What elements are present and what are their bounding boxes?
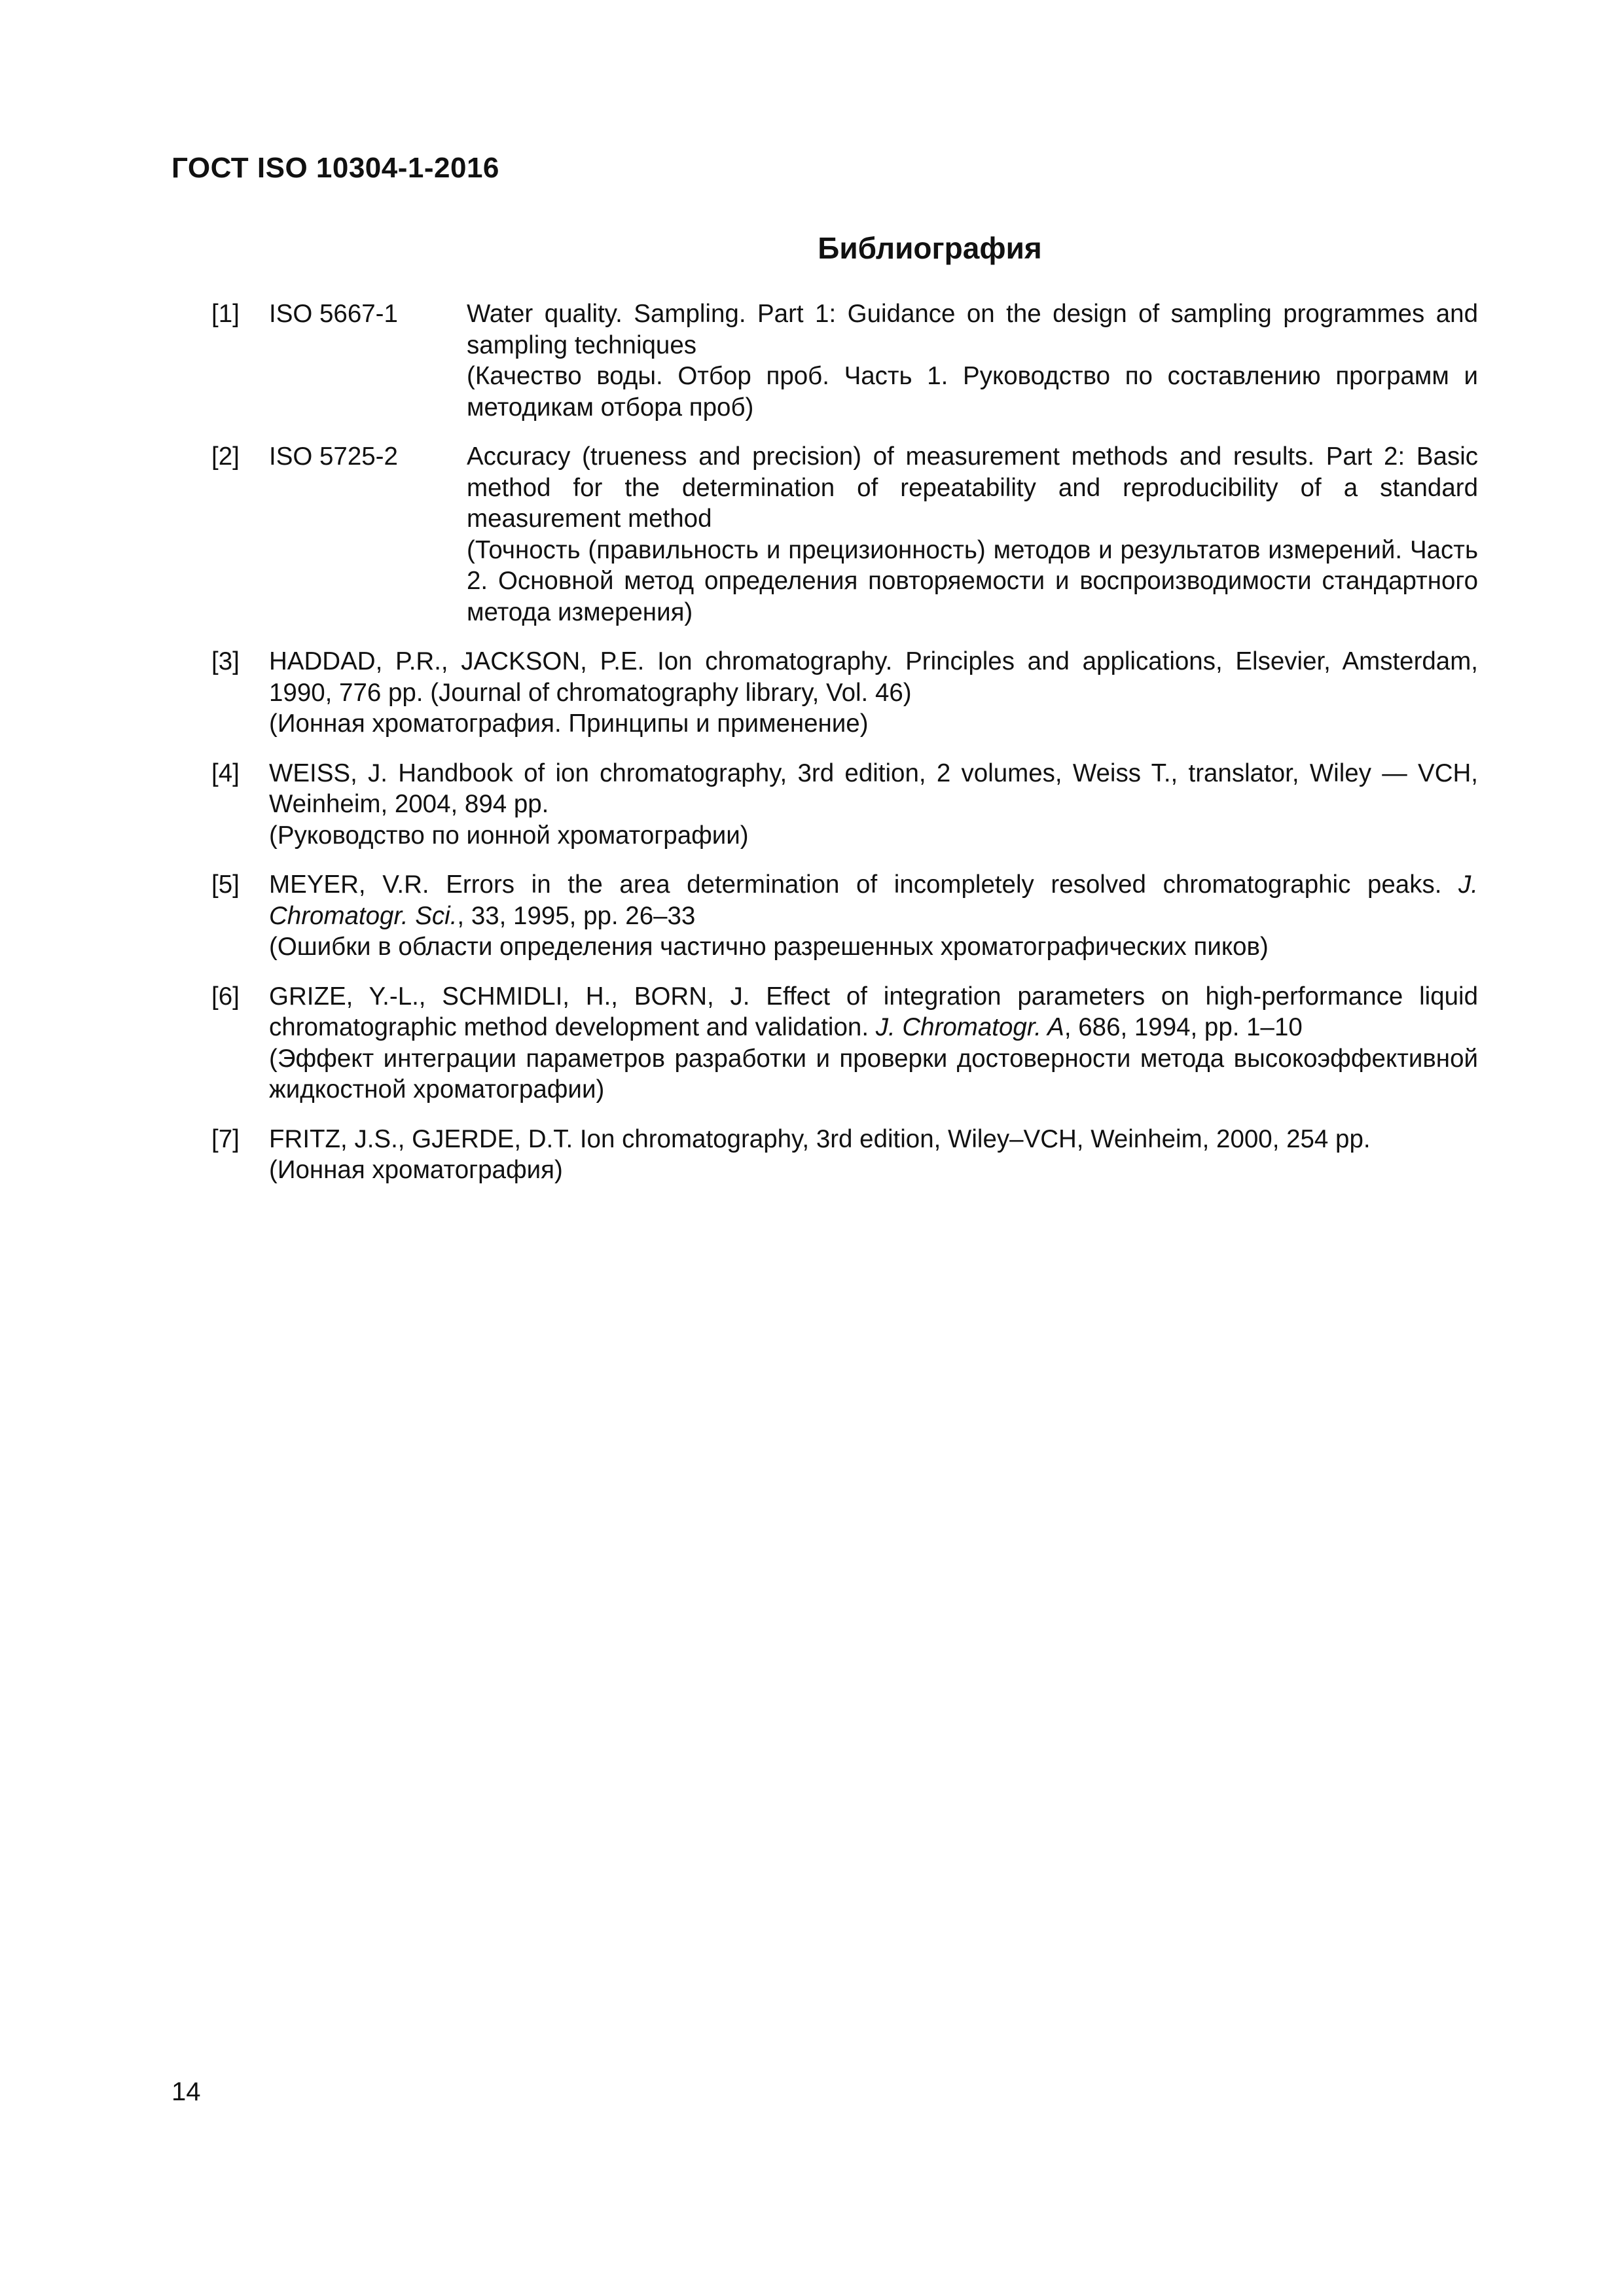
entry-russian-title: (Эффект интеграции параметров разработки и проверки достоверности метода высокоэффективной жидкостной хроматографии): [269, 1044, 1478, 1103]
entry-russian-title: (Ошибки в области определения частично разрешенных хроматографических пиков): [269, 933, 1269, 961]
entry-standard-code: ISO 5725-2: [269, 442, 398, 471]
entry-citation-details: , 33, 1995, pp. 26–33: [457, 901, 696, 930]
entry-number: [3]: [211, 647, 240, 675]
entry-standard-code: ISO 5667-1: [269, 300, 398, 328]
entry-english-title: WEISS, J. Handbook of ion chromatography, 3rd edition, 2 volumes, Weiss T., translator, Wiley — VCH, Weinheim, 2004, 894 pp.: [269, 759, 1478, 818]
bibliography-entry: [211, 1124, 1478, 1186]
entry-journal-name: J. Chromatogr. Sci.: [269, 870, 1478, 930]
bibliography-entry: [211, 441, 1478, 628]
entry-english-title: Water quality. Sampling. Part 1: Guidance on the design of sampling programmes and sampling techniques: [467, 300, 1478, 359]
entry-russian-title: (Качество воды. Отбор проб. Часть 1. Руководство по составлению программ и методикам отбора проб): [467, 362, 1478, 422]
entry-english-title: Accuracy (trueness and precision) of measurement methods and results. Part 2: Basic method for the determination of repeatability and reproducibility of a standard measurement method: [467, 442, 1478, 533]
entry-number: [2]: [211, 442, 240, 471]
entry-number: [4]: [211, 759, 240, 787]
bibliography-entry: [211, 981, 1478, 1105]
entry-english-title: FRITZ, J.S., GJERDE, D.T. Ion chromatography, 3rd edition, Wiley–VCH, Weinheim, 2000, 254 pp.: [269, 1124, 1371, 1153]
entry-number: [7]: [211, 1124, 240, 1153]
entry-number: [1]: [211, 300, 240, 328]
page-number: 14: [171, 2077, 201, 2106]
entry-citation-details: , 686, 1994, pp. 1–10: [1064, 1013, 1303, 1041]
bibliography-entry: [211, 869, 1478, 963]
entry-number: [6]: [211, 982, 240, 1011]
entry-russian-title: (Точность (правильность и прецизионность) методов и результатов измерений. Часть 2. Основной метод определения повторяемости и воспроизводимости стандартного метода измерения): [467, 535, 1478, 626]
entry-citation-text: GRIZE, Y.-L., SCHMIDLI, H., BORN, J. Effect of integration parameters on high-performance liquid chromatographic method development and validation.: [269, 982, 1478, 1041]
entry-russian-title: (Руководство по ионной хроматографии): [269, 821, 749, 850]
document-header: ГОСТ ISO 10304-1-2016: [171, 152, 499, 184]
entry-citation-text: MEYER, V.R. Errors in the area determination of incompletely resolved chromatographic peaks.: [269, 870, 1442, 899]
entry-english-title: [269, 981, 1478, 1043]
entry-english-title: [269, 869, 1478, 931]
section-title: Библиография: [818, 231, 1042, 265]
entry-russian-title: (Ионная хроматография): [269, 1156, 563, 1184]
bibliography-list: [211, 298, 1478, 1204]
entry-number: [5]: [211, 870, 240, 899]
bibliography-entry: [211, 298, 1478, 423]
bibliography-entry: [211, 646, 1478, 740]
entry-journal-name: J. Chromatogr. A: [875, 1013, 1064, 1041]
entry-russian-title: (Ионная хроматография. Принципы и применение): [269, 709, 869, 738]
entry-english-title: HADDAD, P.R., JACKSON, P.E. Ion chromatography. Principles and applications, Elsevier, Amsterdam, 1990, 776 pp. (Journal of chromatography library, Vol. 46): [269, 647, 1478, 707]
bibliography-entry: [211, 758, 1478, 852]
